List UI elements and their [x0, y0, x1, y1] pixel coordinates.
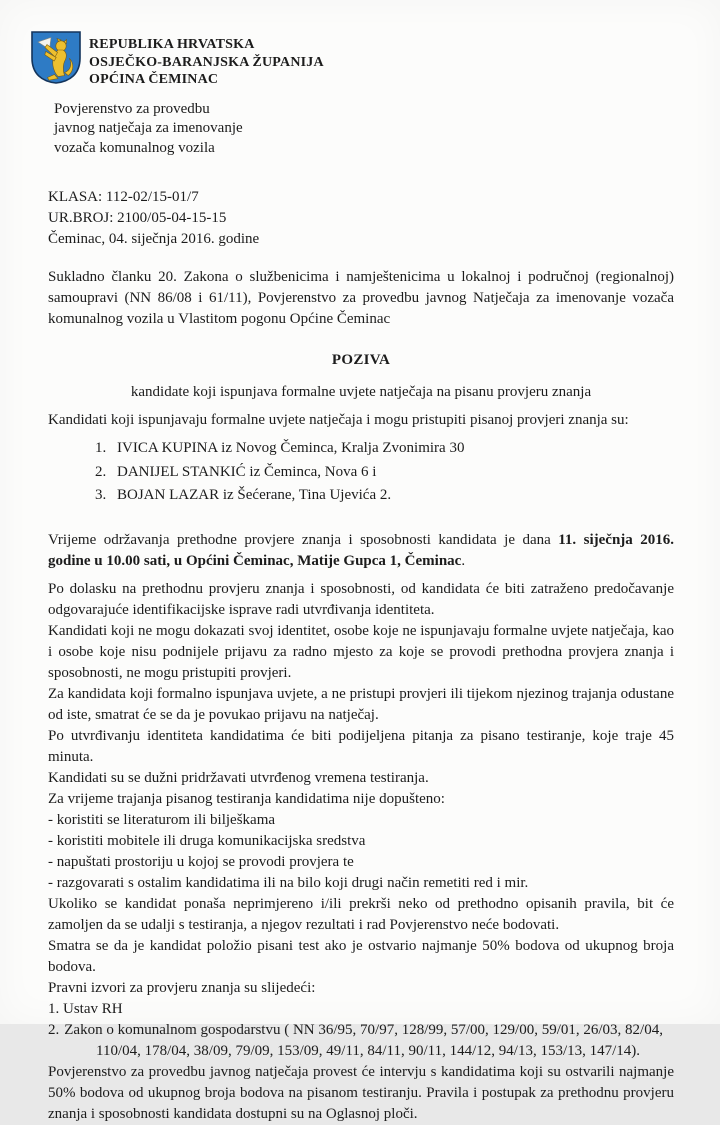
place-date-line: Čeminac, 04. siječnja 2016. godine — [48, 231, 260, 247]
candidate-number: 3. — [95, 487, 107, 503]
coat-of-arms-icon — [30, 30, 82, 85]
rule-item: - koristiti mobitele ili druga komunikacijska sredstva — [48, 832, 366, 849]
schedule-paragraph — [48, 530, 674, 572]
intro-paragraph: Sukladno članku 20. Zakona o službenicima i namještenicima u lokalnoj i područnoj (regionalnoj) samoupravi (NN 86/08 i 61/11), Povjerenstvo za provedbu javnog Natječaja za imenovanje vozača komunalnog vozila u Vlastitom pogonu Općine Čeminac — [48, 269, 674, 327]
candidate-item — [95, 437, 674, 461]
candidate-text: IVICA KUPINA iz Novog Čeminca, Kralja Zvonimira 30 — [117, 440, 465, 456]
legal-source-number: 1. — [48, 1000, 60, 1017]
letterhead — [0, 0, 720, 89]
body-paragraph: Po dolasku na prethodnu provjeru znanja i sposobnosti, od kandidata će biti zatraženo predočavanje odgovarajuće identifikacijske isprave radi utvrđivanja identiteta. — [48, 580, 674, 618]
org-line-municipality: OPĆINA ČEMINAC — [89, 72, 219, 87]
body-paragraph: Pravni izvori za provjeru znanja su slijedeći: — [48, 979, 316, 996]
body-paragraph: Smatra se da je kandidat položio pisani test ako je ostvario najmanje 50% bodova od ukupnog broja bodova. — [48, 937, 674, 975]
schedule-period: . — [461, 552, 466, 569]
reference-block — [48, 187, 720, 250]
candidate-item — [95, 484, 674, 508]
candidate-number: 1. — [95, 440, 107, 456]
urbroj-line: UR.BROJ: 2100/05-04-15-15 — [48, 210, 227, 226]
candidate-item — [95, 461, 674, 485]
committee-line: javnog natječaja za imenovanje — [54, 120, 243, 136]
legal-source-text: Zakon o komunalnom gospodarstvu ( NN 36/95, 70/97, 128/99, 57/00, 129/00, 59/01, 26/03, 82/04, 110/04, 178/04, 38/09, 79/09, 153/09, 49/11, 84/11, 90/11, 144/12, 94/13, 153/13, 147/14). — [64, 1021, 663, 1059]
committee-line: Povjerenstvo za provedbu — [54, 100, 210, 117]
body-paragraph: Ukoliko se kandidat ponaša neprimjereno i/ili prekrši neko od prethodno opisanih pravila, bit će zamoljen da se udalji s testiranja, a njegov rezultati i rad Povjerenstvo neće bodovati. — [48, 895, 674, 933]
org-line-country: REPUBLIKA HRVATSKA — [89, 37, 255, 52]
candidate-list — [95, 437, 674, 508]
candidates-intro: Kandidati koji ispunjavaju formalne uvjete natječaja i mogu pristupiti pisanoj provjeri znanja su: — [48, 412, 629, 428]
document-body — [48, 267, 674, 1125]
candidate-number: 2. — [95, 463, 107, 480]
body-paragraph: Po utvrđivanju identiteta kandidatima će biti podijeljena pitanja za pisano testiranje, koje traje 45 minuta. — [48, 727, 674, 765]
legal-source-text: Ustav RH — [63, 1000, 123, 1017]
body-paragraph: Za kandidata koji formalno ispunjava uvjete, a ne pristupi provjeri ili tijekom njezinog trajanja odustane od iste, smatrat će se da je povukao prijavu na natječaj. — [48, 685, 674, 723]
candidate-text: DANIJEL STANKIĆ iz Čeminca, Nova 6 i — [117, 463, 377, 480]
rule-item: - napuštati prostoriju u kojoj se provodi provjera te — [48, 853, 354, 870]
org-name-block — [89, 30, 324, 89]
schedule-datetime-bold: 11. siječnja 2016. godine u 10.00 sati, u Općini Čeminac, Matije Gupca 1, Čeminac — [48, 531, 675, 569]
document-subtitle: kandidate koji ispunjava formalne uvjete natječaja na pisanu provjeru znanja — [130, 384, 592, 400]
legal-source-item — [48, 999, 674, 1020]
document-title: POZIVA — [331, 352, 391, 368]
closing-paragraph: Povjerenstvo za provedbu javnog natječaja provest će intervju s kandidatima koji su ostvarili najmanje 50% bodova od ukupnog broja bodova na pisanom testiranju. Pravila i postupak za prethodnu provjeru znanja i sposobnosti kandidata dostupni su na Oglasnoj ploči. — [48, 1063, 674, 1122]
legal-source-number: 2. — [48, 1021, 60, 1038]
rule-item: - koristiti se literaturom ili bilješkama — [48, 811, 276, 828]
klasa-line: KLASA: 112-02/15-01/7 — [48, 189, 199, 205]
committee-line: vozača komunalnog vozila — [54, 139, 215, 156]
procedure-block — [48, 579, 674, 1125]
legal-source-item — [48, 1020, 674, 1062]
body-paragraph: Kandidati su se dužni pridržavati utvrđenog vremena testiranja. — [48, 769, 429, 786]
rule-item: - razgovarati s ostalim kandidatima ili na bilo koji drugi način remetiti red i mir. — [48, 874, 529, 891]
org-line-county: OSJEČKO-BARANJSKA ŽUPANIJA — [89, 54, 324, 70]
schedule-text: Vrijeme održavanja prethodne provjere znanja i sposobnosti kandidata je dana — [48, 531, 559, 548]
committee-block — [54, 100, 720, 159]
body-paragraph: Kandidati koji ne mogu dokazati svoj identitet, osobe koje ne ispunjavaju formalne uvjete natječaja, kao i osobe koje nisu podnijele prijavu za radno mjesto za koje se provodi prethodna provjera znanja i sposobnosti, ne mogu pristupiti provjeri. — [48, 622, 674, 681]
body-paragraph: Za vrijeme trajanja pisanog testiranja kandidatima nije dopušteno: — [48, 790, 445, 807]
candidate-text: BOJAN LAZAR iz Šećerane, Tina Ujevića 2. — [117, 487, 392, 503]
